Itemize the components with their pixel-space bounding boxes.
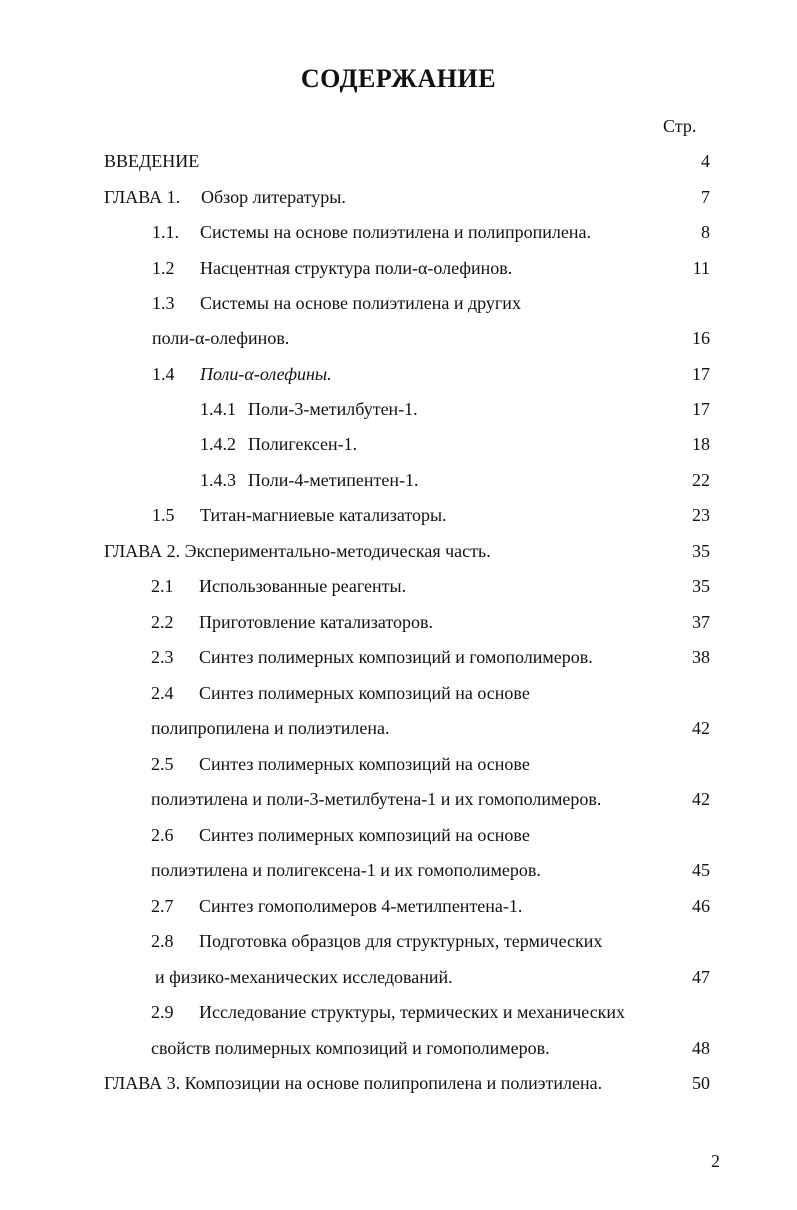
toc-entry-page: 50: [692, 1073, 710, 1093]
toc-entry-number: 1.1.: [152, 222, 179, 242]
toc-entry-title: Поли-4-метипентен-1.: [248, 470, 419, 490]
toc-entry-title: Использованные реагенты.: [199, 576, 407, 596]
toc-entry-title: Поли-3-метилбутен-1.: [248, 399, 418, 419]
toc-entry-title: Обзор литературы.: [201, 187, 346, 207]
toc-entry-title: Синтез полимерных композиций на основе: [199, 683, 530, 703]
toc-entry-number: 1.4.2: [200, 434, 236, 454]
page-column-header: Стр.: [663, 116, 697, 136]
toc-entry-page: 48: [692, 1038, 710, 1058]
toc-entry-title: полиэтилена и полигексена-1 и их гомополимеров.: [151, 860, 541, 880]
toc-entry-page: 18: [692, 434, 710, 454]
toc-entry-page: 4: [701, 151, 710, 171]
toc-entry-number: 2.1: [151, 576, 174, 596]
toc-entry-page: 22: [692, 470, 710, 490]
toc-entry-title: полиэтилена и поли-3-метилбутена-1 и их гомополимеров.: [151, 789, 602, 809]
toc-entry-title: поли-α-олефинов.: [152, 328, 290, 348]
toc-entry-page: 35: [692, 541, 710, 561]
toc-entry-title: Синтез полимерных композиций на основе: [199, 754, 530, 774]
toc-entry-page: 16: [692, 328, 710, 348]
toc-entry-title: Подготовка образцов для структурных, термических: [199, 931, 603, 951]
toc-entry-title: ГЛАВА 2. Экспериментально-методическая часть.: [104, 541, 491, 561]
toc-entry-number: 1.3: [152, 293, 175, 313]
toc-entry-number: 2.4: [151, 683, 174, 703]
toc-entry-page: 37: [692, 612, 710, 632]
toc-entry-title: Синтез полимерных композиций на основе: [199, 825, 530, 845]
toc-entry-title: ВВЕДЕНИЕ: [104, 151, 200, 171]
toc-entry-page: 35: [692, 576, 710, 596]
toc-entry-title: свойств полимерных композиций и гомополимеров.: [151, 1038, 550, 1058]
toc-entry-title: Поли-α-олефины.: [200, 364, 332, 384]
toc-entry-number: 2.3: [151, 647, 174, 667]
toc-entry-page: 46: [692, 896, 710, 916]
toc-entry-number: 2.8: [151, 931, 174, 951]
toc-entry-page: 45: [692, 860, 710, 880]
toc-entry-title: и физико-механических исследований.: [155, 967, 453, 987]
toc-entry-page: 17: [692, 399, 710, 419]
toc-entry-page: 17: [692, 364, 710, 384]
toc-entry-title: Полигексен-1.: [248, 434, 358, 454]
toc-entry-title: ГЛАВА 3. Композиции на основе полипропилена и полиэтилена.: [104, 1073, 603, 1093]
toc-entry-number: 1.5: [152, 505, 175, 525]
toc-entry-title: Титан-магниевые катализаторы.: [200, 505, 447, 525]
toc-entry-number: 1.4: [152, 364, 175, 384]
page-title: СОДЕРЖАНИЕ: [300, 64, 497, 93]
toc-entry-page: 8: [701, 222, 710, 242]
toc-entry-page: 23: [692, 505, 710, 525]
toc-entry-number: 2.5: [151, 754, 174, 774]
toc-entry-number: 2.2: [151, 612, 174, 632]
toc-entry-number: 1.4.1: [200, 399, 236, 419]
toc-entry-number: 2.7: [151, 896, 174, 916]
toc-entry-number: 2.9: [151, 1002, 174, 1022]
toc-entry-page: 7: [701, 187, 710, 207]
toc-entry-number: 2.6: [151, 825, 174, 845]
toc-entry-page: 42: [692, 718, 710, 738]
toc-entry-title: Системы на основе полиэтилена и полипропилена.: [200, 222, 592, 242]
toc-entry-page: 47: [692, 967, 710, 987]
toc-entry-title: Исследование структуры, термических и механических: [199, 1002, 626, 1022]
toc-entry-title: Синтез гомополимеров 4-метилпентена-1.: [199, 896, 523, 916]
toc-entry-number: 1.2: [152, 258, 175, 278]
toc-entry-title: Синтез полимерных композиций и гомополимеров.: [199, 647, 593, 667]
toc-entry-title: Приготовление катализаторов.: [199, 612, 434, 632]
toc-entry-number: ГЛАВА 1.: [104, 187, 181, 207]
toc-entry-title: полипропилена и полиэтилена.: [151, 718, 390, 738]
toc-entry-title: Системы на основе полиэтилена и других: [200, 293, 521, 313]
toc-entry-number: 1.4.3: [200, 470, 236, 490]
toc-entry-page: 38: [692, 647, 710, 667]
toc-entry-title: Насцентная структура поли-α-олефинов.: [200, 258, 513, 278]
toc-entry-page: 42: [692, 789, 710, 809]
toc-entry-page: 11: [692, 258, 710, 278]
page-number: 2: [711, 1151, 720, 1171]
